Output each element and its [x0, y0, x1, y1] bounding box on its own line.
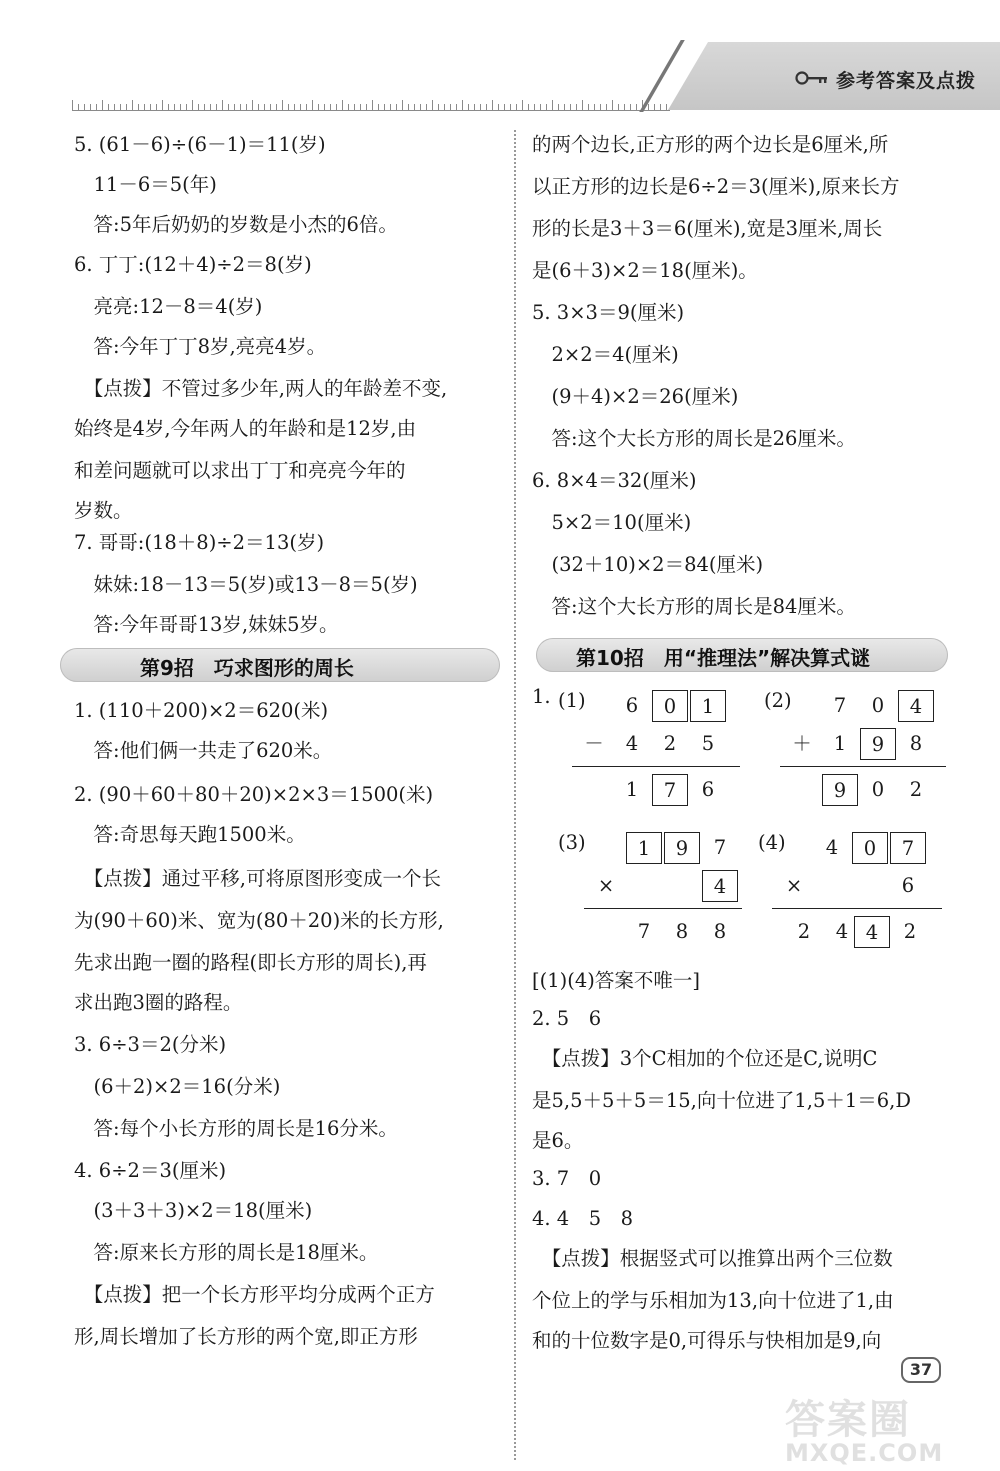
text-line: (9＋4)×2＝26(厘米): [532, 385, 739, 408]
text-line: 亮亮:12－8＝4(岁): [74, 295, 263, 318]
tip-line: 个位上的学与乐相加为13,向十位进了1,由: [532, 1289, 894, 1312]
tip-line: 以正方形的边长是6÷2＝3(厘米),原来长方: [532, 175, 900, 198]
text-line: 答:原来长方形的周长是18厘米。: [74, 1241, 379, 1264]
tip-line: 【点拨】根据竖式可以推算出两个三位数: [532, 1247, 893, 1270]
answer-box: 0: [852, 832, 888, 864]
digit-cell: 8: [675, 920, 689, 943]
answer-box: 1: [626, 832, 662, 864]
answer-box: 9: [860, 728, 896, 760]
tip-line: 是(6＋3)×2＝18(厘米)。: [532, 259, 758, 282]
tip-line: 的两个边长,正方形的两个边长是6厘米,所: [532, 133, 889, 156]
section-banner: [60, 648, 500, 682]
text-line: 答:这个大长方形的周长是26厘米。: [532, 427, 856, 450]
operator: ×: [785, 874, 803, 897]
digit-cell: 7: [833, 694, 847, 717]
tip-line: 为(90＋60)米、宽为(80＋20)米的长方形,: [74, 909, 444, 932]
tip-line: 和的十位数字是0,可得乐与快相加是9,向: [532, 1329, 882, 1352]
tip-line: 【点拨】3个C相加的个位还是C,说明C: [532, 1047, 878, 1070]
text-line: 2×2＝4(厘米): [532, 343, 679, 366]
watermark-url: MXQE.COM: [785, 1439, 944, 1467]
answer-box: 4: [854, 916, 890, 948]
digit-cell: 2: [797, 920, 811, 943]
text-line: 7. 哥哥:(18＋8)÷2＝13(岁): [74, 531, 325, 554]
digit-cell: 0: [871, 694, 885, 717]
digit-cell: 6: [701, 778, 715, 801]
digit-cell: 4: [825, 836, 839, 859]
text-line: 答:今年哥哥13岁,妹妹5岁。: [74, 613, 339, 636]
answer-box: 9: [822, 774, 858, 806]
text-line: 4. 6÷2＝3(厘米): [74, 1159, 227, 1182]
text-line: 答:他们俩一共走了620米。: [74, 739, 333, 762]
header-title: 参考答案及点拨: [836, 70, 977, 92]
digit-cell: 4: [625, 732, 639, 755]
text-line: 6. 丁丁:(12＋4)÷2＝8(岁): [74, 253, 312, 276]
text-line: 答:每个小长方形的周长是16分米。: [74, 1117, 398, 1140]
answer-box: 4: [702, 870, 738, 902]
watermark: [785, 1388, 943, 1467]
text-line: (32＋10)×2＝84(厘米): [532, 553, 764, 576]
ruler-decoration: [72, 100, 670, 111]
product-line: [584, 908, 742, 909]
digit-cell: 2: [909, 778, 923, 801]
text-line: 11－6＝5(年): [74, 173, 217, 196]
text-line: 答:5年后奶奶的岁数是小杰的6倍。: [74, 213, 398, 236]
tip-line: 先求出跑一圈的路程(即长方形的周长),再: [74, 951, 427, 974]
product-line: [772, 908, 942, 909]
digit-cell: 5: [701, 732, 715, 755]
section-title: 第10招 用“推理法”解决算式谜: [576, 646, 871, 670]
text-line: 3. 7 0: [532, 1167, 602, 1190]
operator: ×: [597, 874, 615, 897]
tip-line: 【点拨】把一个长方形平均分成两个正方: [74, 1283, 435, 1306]
page-header: [0, 0, 1000, 115]
watermark-text: 答案圈: [785, 1397, 911, 1443]
operator: －: [584, 732, 604, 755]
puzzle-label: (2): [764, 689, 792, 712]
section-banner: [536, 638, 948, 672]
answer-box: 0: [652, 690, 688, 722]
digit-cell: 2: [663, 732, 677, 755]
digit-cell: 0: [871, 778, 885, 801]
column-divider: [514, 130, 516, 1460]
digit-cell: 8: [713, 920, 727, 943]
digit-cell: 7: [713, 836, 727, 859]
sum-line: [780, 766, 946, 767]
text-line: 3. 6÷3＝2(分米): [74, 1033, 227, 1056]
text-line: 5. (61－6)÷(6－1)＝11(岁): [74, 133, 326, 156]
text-line: 1. (110＋200)×2＝620(米): [74, 699, 329, 722]
puzzle-label: (1): [558, 689, 586, 712]
answer-box: 7: [652, 774, 688, 806]
text-line: 妹妹:18－13＝5(岁)或13－8＝5(岁): [74, 573, 418, 596]
text-line: 4. 4 5 8: [532, 1207, 634, 1230]
digit-cell: 1: [625, 778, 639, 801]
digit-cell: 6: [625, 694, 639, 717]
question-number: 1.: [532, 685, 551, 708]
text-line: 答:今年丁丁8岁,亮亮4岁。: [74, 335, 327, 358]
text-line: 2. 5 6: [532, 1007, 602, 1030]
digit-cell: 8: [909, 732, 923, 755]
operator: ＋: [792, 732, 812, 755]
tip-line: 【点拨】不管过多少年,两人的年龄差不变,: [74, 377, 448, 400]
answer-box: 9: [664, 832, 700, 864]
sum-line: [572, 766, 740, 767]
answer-box: 7: [890, 832, 926, 864]
text-line: (6＋2)×2＝16(分米): [74, 1075, 281, 1098]
text-line: 5×2＝10(厘米): [532, 511, 692, 534]
puzzle-label: (4): [758, 831, 786, 854]
tip-line: 【点拨】通过平移,可将原图形变成一个长: [74, 867, 441, 890]
tip-line: 岁数。: [74, 499, 133, 522]
text-line: [(1)(4)答案不唯一]: [532, 969, 700, 992]
page-number: 37: [901, 1357, 941, 1383]
answer-box: 1: [690, 690, 726, 722]
tip-line: 是6。: [532, 1129, 584, 1152]
digit-cell: 6: [901, 874, 915, 897]
text-line: 答:奇思每天跑1500米。: [74, 823, 306, 846]
tip-line: 求出跑3圈的路程。: [74, 991, 243, 1014]
puzzle-label: (3): [558, 831, 586, 854]
digit-cell: 2: [903, 920, 917, 943]
text-line: 5. 3×3＝9(厘米): [532, 301, 685, 324]
section-title: 第9招 巧求图形的周长: [140, 656, 354, 680]
key-icon: [795, 70, 829, 86]
tip-line: 形,周长增加了长方形的两个宽,即正方形: [74, 1325, 418, 1348]
tip-line: 是5,5＋5＋5＝15,向十位进了1,5＋1＝6,D: [532, 1089, 911, 1112]
tip-line: 形的长是3＋3＝6(厘米),宽是3厘米,周长: [532, 217, 883, 240]
text-line: 2. (90＋60＋80＋20)×2×3＝1500(米): [74, 783, 434, 806]
digit-cell: 7: [637, 920, 651, 943]
tip-line: 始终是4岁,今年两人的年龄和是12岁,由: [74, 417, 417, 440]
puzzle-grid: [532, 684, 957, 954]
digit-cell: 4: [835, 920, 849, 943]
text-line: 答:这个大长方形的周长是84厘米。: [532, 595, 856, 618]
text-line: 6. 8×4＝32(厘米): [532, 469, 697, 492]
tip-line: 和差问题就可以求出丁丁和亮亮今年的: [74, 459, 406, 482]
text-line: (3＋3＋3)×2＝18(厘米): [74, 1199, 313, 1222]
answer-box: 4: [898, 690, 934, 722]
digit-cell: 1: [833, 732, 847, 755]
